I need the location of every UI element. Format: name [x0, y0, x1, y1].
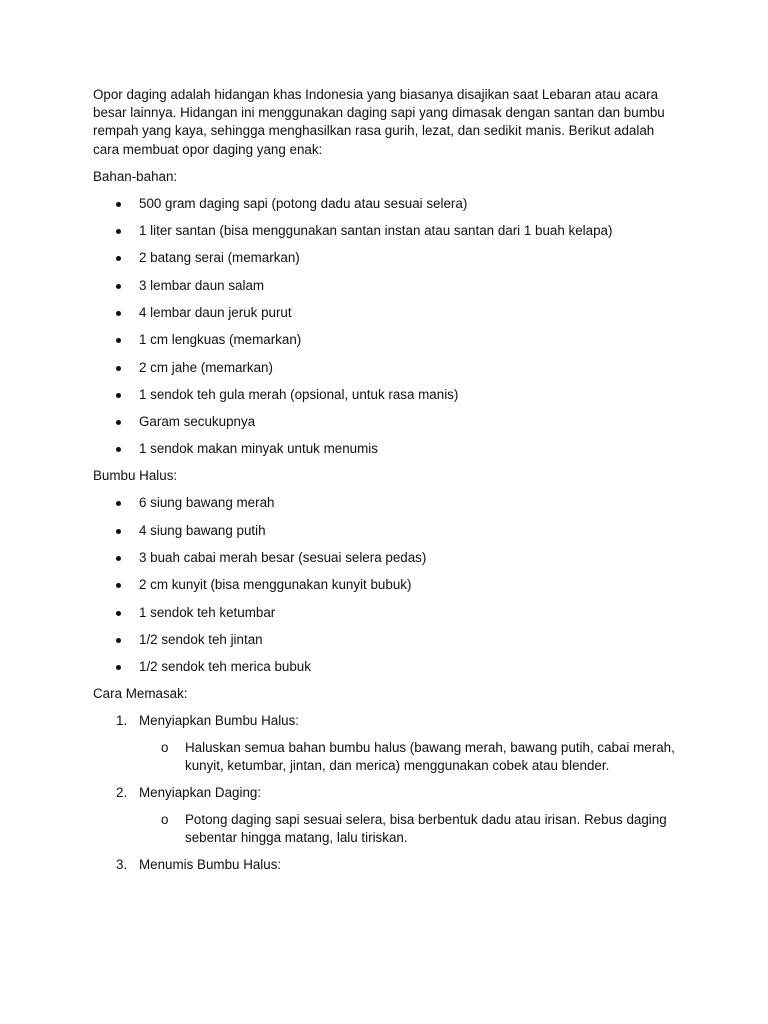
step-number: 1.	[116, 713, 128, 729]
bullet-icon	[116, 447, 121, 452]
step-item	[93, 784, 676, 847]
sub-bullet-marker: o	[161, 740, 169, 756]
bullet-icon	[116, 501, 121, 506]
step-title: Menyiapkan Bumbu Halus:	[139, 713, 300, 729]
bullet-icon	[116, 366, 121, 371]
list-item: 1/2 sendok teh jintan	[93, 631, 676, 649]
bullet-icon	[116, 420, 121, 425]
list-item: 1 liter santan (bisa menggunakan santan instan atau santan dari 1 buah kelapa)	[93, 222, 676, 240]
cara-heading: Cara Memasak:	[93, 686, 188, 702]
bullet-icon	[116, 311, 121, 316]
list-item: 1 sendok teh ketumbar	[93, 604, 676, 622]
step-title: Menyiapkan Daging:	[139, 785, 262, 801]
list-item: Garam secukupnya	[93, 413, 676, 431]
bumbu-list	[93, 494, 676, 676]
bullet-icon	[116, 638, 121, 643]
step-subitem: o Haluskan semua bahan bumbu halus (bawang merah, bawang putih, cabai merah, kunyit, ketumbar, jintan, dan merica) menggunakan cobek atau blender.	[161, 740, 675, 774]
bahan-list	[93, 195, 676, 459]
bullet-icon	[116, 229, 121, 234]
list-item: 4 siung bawang putih	[93, 522, 676, 540]
list-item: 1 sendok teh gula merah (opsional, untuk rasa manis)	[93, 386, 676, 404]
list-item: 6 siung bawang merah	[93, 494, 676, 512]
bullet-icon	[116, 256, 121, 261]
bullet-icon	[116, 556, 121, 561]
step-subitem: o Potong daging sapi sesuai selera, bisa berbentuk dadu atau irisan. Rebus daging sebentar hingga matang, lalu tiriskan.	[161, 812, 667, 846]
list-item: 3 buah cabai merah besar (sesuai selera pedas)	[93, 549, 676, 567]
bullet-icon	[116, 393, 121, 398]
bullet-icon	[116, 202, 121, 207]
list-item: 1/2 sendok teh merica bubuk	[93, 658, 676, 676]
cara-steps	[93, 712, 676, 874]
list-item: 1 sendok makan minyak untuk menumis	[93, 440, 676, 458]
step-number: 3.	[116, 857, 128, 873]
bahan-heading: Bahan-bahan:	[93, 168, 178, 184]
list-item: 4 lembar daun jeruk purut	[93, 304, 676, 322]
list-item: 2 cm jahe (memarkan)	[93, 359, 676, 377]
intro-paragraph: Opor daging adalah hidangan khas Indonesia yang biasanya disajikan saat Lebaran atau acara besar lainnya. Hidangan ini menggunakan daging sapi yang dimasak dengan santan dan bumbu rempah yang kaya, sehingga menghasilkan rasa gurih, lezat, dan sedikit manis. Berikut adalah cara membuat opor daging yang enak:	[93, 87, 665, 157]
step-number: 2.	[116, 785, 128, 801]
step-item	[93, 856, 676, 874]
step-item	[93, 712, 676, 775]
bumbu-heading: Bumbu Halus:	[93, 468, 178, 484]
bullet-icon	[116, 665, 121, 670]
list-item: 3 lembar daun salam	[93, 277, 676, 295]
step-title: Menumis Bumbu Halus:	[139, 857, 282, 873]
bullet-icon	[116, 529, 121, 534]
list-item: 2 batang serai (memarkan)	[93, 249, 676, 267]
bullet-icon	[116, 338, 121, 343]
list-item: 500 gram daging sapi (potong dadu atau sesuai selera)	[93, 195, 676, 213]
list-item: 1 cm lengkuas (memarkan)	[93, 331, 676, 349]
bullet-icon	[116, 611, 121, 616]
sub-bullet-marker: o	[161, 812, 169, 828]
list-item: 2 cm kunyit (bisa menggunakan kunyit bubuk)	[93, 576, 676, 594]
bullet-icon	[116, 284, 121, 289]
bullet-icon	[116, 583, 121, 588]
